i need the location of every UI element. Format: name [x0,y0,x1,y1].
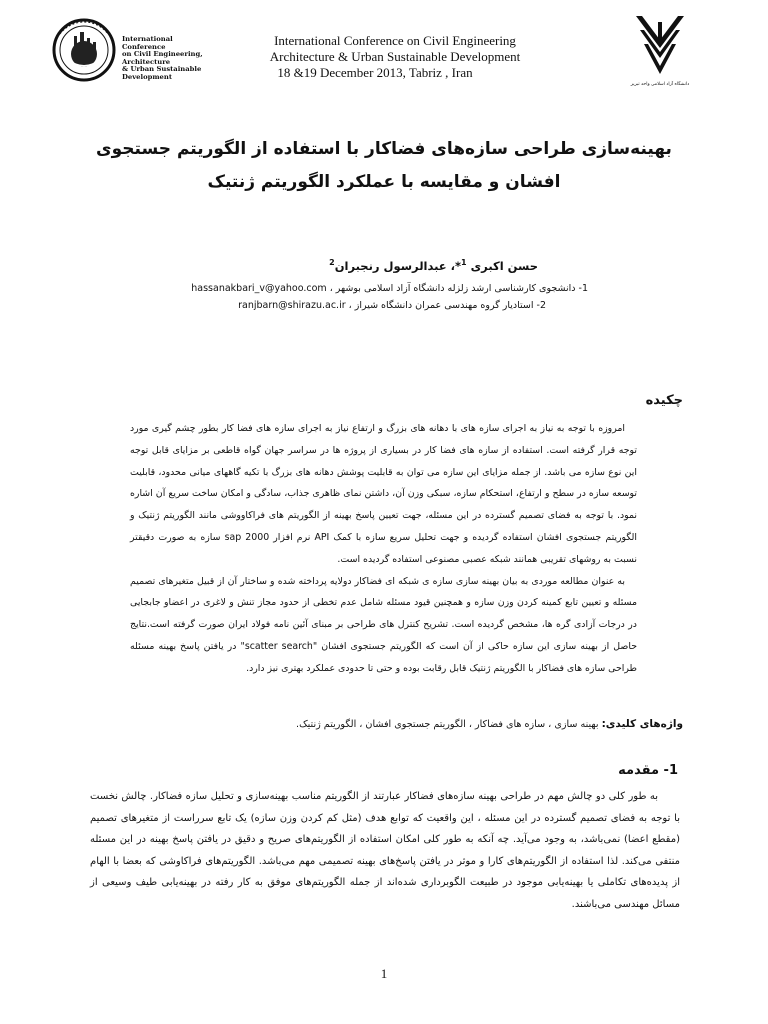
author-1-sup: 1 [461,258,467,267]
university-caption: دانشگاه آزاد اسلامی واحد تبریز [630,82,690,87]
affiliation-2: 2- استادیار گروه مهندسی عمران دانشگاه شیراز ، ranjbarn@shirazu.ac.ir [238,300,546,311]
keywords-text: بهینه سازی ، سازه های فضاکار ، الگوریتم جستجوی افشان ، الگوریتم ژنتیک. [296,719,602,730]
affiliation-1: 1- دانشجوی کارشناسی ارشد زلزله دانشگاه آزاد اسلامی بوشهر ، hassanakbari_v@yahoo.com [191,283,588,294]
title-line-2: افشان و مقایسه با عملکرد الگوریتم ژنتیک [207,172,561,192]
conference-subtitle: Architecture & Urban Sustainable Development [269,49,521,64]
title-line-1: بهینه‌سازی طراحی سازه‌های فضاکار با استفاده از الگوریتم جستجوی [96,139,672,159]
author-2-sup: 2 [329,258,335,267]
conference-header [210,33,580,81]
paper-title [40,133,728,199]
conference-logo-line: International Conference [122,35,173,51]
keywords [83,718,683,730]
conference-logo-line: on Civil Engineering, [122,50,203,59]
conference-logo-line: Development [122,72,172,81]
conference-name: International Conference on Civil Engineering [274,33,516,48]
conference-logo-line: & Urban Sustainable [122,65,202,74]
university-logo [632,12,688,92]
intro-paragraph: به طور کلی دو چالش مهم در طراحی بهینه سازه‌های فضاکار عبارتند از الگوریتم مناسب بهینه‌سازی و تحلیل سازه فضاکار. چالش نخست با توجه به فضای تصمیم گسترده در این مسئله ، این واقعیت که توابع هدف (مثل کم کردن وزن سازه) یک تابع سرراست از متغیرهای تصمیم (مقطع اعضا) نمی‌باشد، به وجود می‌آید. چه آنکه به طور کلی امکان استفاده از الگوریتم‌های صریح و دقیق در یافتن پاسخ بهینه در این مسئله منتفی می‌کند. لذا استفاده از الگوریتم‌های کارا و موثر در یافتن پاسخ‌های بهینه تصمیمی مهم می‌باشد. الگوریتم‌های فراکاوشی که بعضا با الهام از پدیده‌های تکاملی یا بهینه‌یابی موجود در طبیعت الگوبرداری شده‌اند از جمله الگوریتم‌های موفق به کار رفته در بهینه‌یابی طیف وسیعی از مسائل مهندسی می‌باشند. [90,791,680,910]
conference-logo [50,14,210,84]
abstract-paragraph: به عنوان مطالعه موردی به بیان بهینه سازی سازه ی شبکه ای فضاکار دولایه پرداخته شده و ساختار آن از قبیل متغیرهای تصمیم مسئله و تعیین تابع کمینه کردن وزن سازه و همچنین قیود مسئله شامل عدم تخطی از حدود مجاز تنش و لاغری در اعضاو جابجایی در درجات آزادی گره ها، مشخص گردیده است. تشریح کنترل های طراحی بر مبنای آئین نامه فولاد ایران صورت گرفته است.نتایج حاصل از بهینه سازی این سازه حاکی از آن است که الگوریتم جستجوی افشان "scatter search" در یافتن پاسخ بهینه مسئله طراحی سازه های فضاکار با الگوریتم ژنتیک قابل رقابت بوده و حتی تا حدودی عملکرد بهتری نیز دارد. [130,575,637,674]
authors [18,258,538,273]
intro-heading: 1- مقدمه [618,763,678,778]
author-separator: *، [446,258,462,273]
abstract-paragraph: امروزه با توجه به نیاز به اجرای سازه های با دهانه های بزرگ و ارتفاع نیاز به اجرای سازه های فضا کار بطور چشم گیری مورد توجه قرار گرفته است. استفاده از سازه های فضا کار در بسیاری از پروژه ها در سراسر جهان گواه قاطعی بر مزایای قابل توجه این نوع سازه می باشد. از جمله مزایای این سازه می توان به قابلیت پوشش دهانه های بزرگ با تکیه گاههای میانی محدود، قابلیت توسعه سازه در سطح و ارتفاع، استحکام سازه، سبکی وزن آن، داشتن نمای ظاهری جذاب، سادگی و امکان ساخت سریع آن اشاره نمود. با توجه به فضای تصمیم گسترده در این مسئله، جهت تعیین پاسخ بهینه از الگوریتم های فراکاووشی مانند الگوریتم ژنتیک و الگوریتم جستجوی افشان استفاده گردیده و جهت تحلیل سریع سازه با کمک API نرم افزار sap 2000 سازه به صورت دقیقتر نسبت به روشهای تقریبی همانند شبکه عصبی مصنوعی استفاده گردیده است. [130,423,638,565]
abstract-heading: چکیده [645,393,683,408]
page-number: 1 [380,966,388,981]
author-1-name: حسن اکبری [466,258,538,273]
conference-date: 18 &19 December 2013, Tabriz , Iran [277,65,473,80]
conference-logo-line: Architecture [122,57,171,66]
university-emblem-icon [632,12,688,82]
author-2-name: عبدالرسول رنجبران [334,258,447,273]
abstract-body [130,418,637,680]
intro-body [90,786,680,915]
keywords-label: واژه‌های کلیدی: [601,718,683,730]
